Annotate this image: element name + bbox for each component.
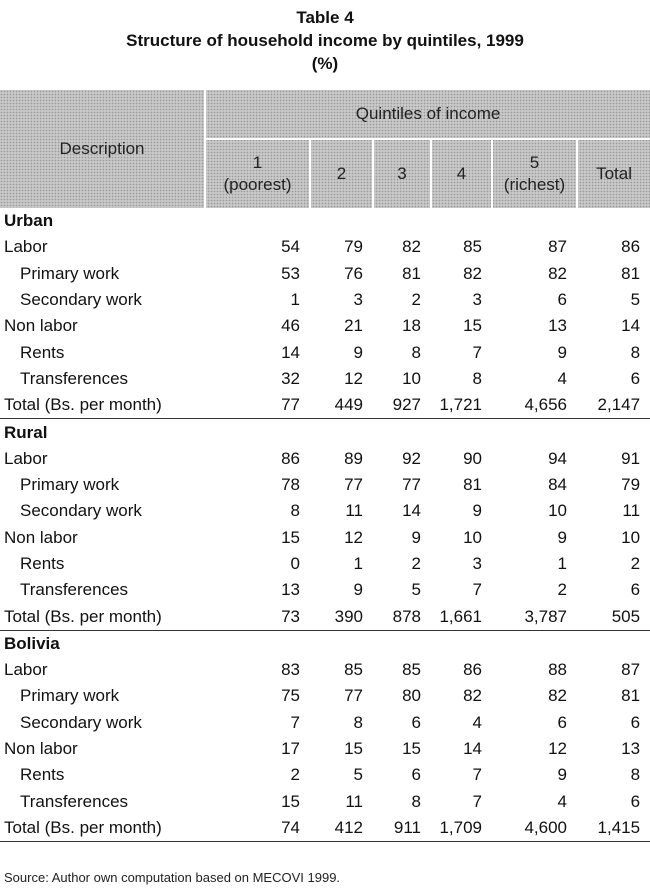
- quintile-5-cell: 1: [557, 554, 567, 573]
- table-row: [0, 657, 650, 683]
- quintile-1-cell: 7: [290, 712, 300, 732]
- row-label: Labor: [4, 660, 48, 680]
- row-label: Total (Bs. per month): [0, 603, 205, 630]
- table-row: [0, 287, 650, 313]
- table-row: [0, 736, 650, 762]
- quintile-2-cell: 89: [344, 448, 363, 468]
- quintile-5-cell: 9: [557, 765, 567, 785]
- quintile-4-cell: 1,721: [431, 392, 492, 419]
- row-label: Secondary work: [20, 712, 142, 732]
- quintile-2-cell: 79: [344, 237, 363, 257]
- table-row: [0, 472, 650, 498]
- quintile-1-cell: 53: [281, 263, 300, 283]
- quintile-3-cell: 5: [411, 580, 421, 600]
- table-row: [0, 577, 650, 603]
- row-label: Transferences: [20, 368, 129, 388]
- quintile-2-cell: 449: [310, 392, 373, 419]
- total-cell: 81: [621, 263, 641, 283]
- quintile-1-cell: 1: [290, 290, 300, 310]
- quintile-3-cell: 911: [373, 815, 431, 842]
- table-row: [0, 446, 650, 472]
- quintile-2-cell: 8: [353, 712, 363, 732]
- quintile-3-cell: 81: [402, 263, 421, 283]
- quintile-4-cell: 7: [472, 580, 482, 600]
- quintile-5-cell: 82: [548, 686, 567, 706]
- total-cell: 6: [630, 580, 641, 600]
- quintile-1-cell: 13: [281, 580, 300, 600]
- total-header: Total: [596, 164, 632, 183]
- total-cell: 5: [630, 290, 641, 310]
- total-cell: 91: [621, 448, 641, 468]
- quintile-1-cell: 8: [290, 501, 300, 521]
- total-cell: 6: [630, 368, 641, 388]
- quintile-2-cell: 21: [344, 316, 363, 336]
- quintile-5-cell: 82: [548, 263, 567, 283]
- quintile-3-cell: 85: [402, 660, 421, 680]
- quintile-5-cell: 10: [548, 501, 567, 521]
- quintile-5-cell: 9: [557, 342, 567, 362]
- quintile-2-cell: 3: [353, 290, 363, 310]
- quintile-4-cell: 14: [463, 739, 482, 759]
- quintile-4-cell: 90: [463, 448, 482, 468]
- table-row: [0, 762, 650, 788]
- quintile-2-cell: 11: [345, 791, 363, 811]
- row-label: Total (Bs. per month): [0, 815, 205, 842]
- quintile-5-cell: 87: [548, 237, 567, 257]
- total-cell: 505: [577, 603, 650, 630]
- quintile-4-cell: 86: [463, 660, 482, 680]
- table-row: [0, 234, 650, 260]
- quintile-3-cell: 10: [402, 368, 421, 388]
- quintile-1-header: [205, 139, 310, 208]
- row-label: Secondary work: [20, 290, 142, 310]
- quintile-3-cell: 80: [402, 686, 421, 706]
- quintiles-group-header: Quintiles of income: [205, 90, 650, 139]
- table-row: [0, 261, 650, 287]
- quintile-5-cell: 84: [548, 475, 567, 495]
- total-cell: 87: [621, 660, 641, 680]
- quintile-4-cell: 82: [463, 686, 482, 706]
- table-title: Structure of household income by quintiles, 1999: [126, 31, 524, 50]
- table-title-block: [0, 6, 650, 75]
- description-header: Description: [0, 90, 205, 208]
- income-structure-table: [0, 90, 650, 842]
- quintile-5-cell: 3,787: [492, 603, 577, 630]
- total-cell: 10: [621, 527, 641, 547]
- quintile-1-cell: 46: [281, 316, 300, 336]
- row-label: Transferences: [20, 580, 129, 600]
- table-row: [0, 313, 650, 339]
- quintile-5-cell: 4,600: [492, 815, 577, 842]
- row-label: Labor: [4, 237, 48, 257]
- table-row: [0, 366, 650, 392]
- table-row: [0, 551, 650, 577]
- quintile-1-cell: 17: [281, 739, 300, 759]
- quintile-4-cell: 3: [472, 290, 482, 310]
- quintile-3-cell: 14: [402, 501, 421, 521]
- quintile-5-cell: 13: [548, 316, 567, 336]
- section-label: Bolivia: [4, 633, 60, 653]
- total-cell: 14: [621, 316, 641, 336]
- quintile-4-cell: 1,661: [431, 603, 492, 630]
- quintile-5-cell: 88: [548, 660, 567, 680]
- total-cell: 11: [622, 501, 641, 521]
- source-note: Source: Author own computation based on MECOVI 1999.: [4, 870, 341, 885]
- row-label: Non labor: [4, 527, 78, 547]
- quintile-3-cell: 2: [411, 554, 421, 573]
- quintile-1-cell: 32: [281, 368, 300, 388]
- quintile-3-cell: 6: [411, 765, 421, 785]
- row-label: Labor: [4, 448, 48, 468]
- total-cell: 2,147: [577, 392, 650, 419]
- quintile-3-cell: 18: [402, 316, 421, 336]
- section-row: [0, 419, 650, 446]
- total-cell: 79: [621, 475, 641, 495]
- quintile-3-cell: 927: [373, 392, 431, 419]
- quintile-2-cell: 12: [344, 527, 363, 547]
- quintile-5-cell: 4: [557, 791, 567, 811]
- quintile-2-cell: 76: [344, 263, 363, 283]
- total-row: [0, 815, 650, 842]
- quintile-5-cell: 2: [557, 580, 567, 600]
- quintile-5-cell: 6: [557, 290, 567, 310]
- total-cell: 8: [630, 765, 641, 785]
- row-label: Rents: [20, 765, 65, 785]
- total-cell: 6: [630, 712, 641, 732]
- table-row: [0, 789, 650, 815]
- table-unit: (%): [311, 54, 339, 73]
- quintile-4-cell: 7: [472, 342, 482, 362]
- quintile-2-cell: 9: [353, 580, 363, 600]
- quintile-4-header: 4: [431, 139, 492, 208]
- quintile-1-number: 1: [252, 153, 263, 172]
- quintile-1-cell: 77: [205, 392, 310, 419]
- quintile-4-cell: 3: [472, 554, 482, 573]
- total-cell: 81: [621, 686, 641, 706]
- total-cell: 2: [630, 554, 641, 573]
- row-label: Primary work: [20, 686, 120, 706]
- quintile-1-cell: 2: [290, 765, 300, 785]
- quintile-2-cell: 15: [344, 739, 363, 759]
- quintile-5-cell: 6: [557, 712, 567, 732]
- quintile-5-header: [492, 139, 577, 208]
- quintile-2-cell: 9: [353, 342, 363, 362]
- quintile-1-cell: 78: [281, 475, 300, 495]
- table-row: [0, 525, 650, 551]
- quintile-1-cell: 75: [281, 686, 300, 706]
- quintile-1-cell: 0: [290, 554, 300, 573]
- quintile-2-cell: 12: [344, 368, 363, 388]
- total-cell: 6: [630, 791, 641, 811]
- quintile-5-note: (richest): [503, 175, 566, 194]
- quintile-4-cell: 10: [463, 527, 482, 547]
- section-label: Rural: [4, 422, 48, 442]
- table-row: [0, 339, 650, 365]
- quintile-3-cell: 2: [411, 290, 421, 310]
- quintile-2-cell: 5: [353, 765, 363, 785]
- quintile-1-cell: 15: [281, 527, 300, 547]
- row-label: Transferences: [20, 791, 129, 811]
- quintile-2-header: 2: [310, 139, 373, 208]
- total-row: [0, 392, 650, 419]
- quintile-3-cell: 92: [402, 448, 421, 468]
- quintile-3-cell: 6: [411, 712, 421, 732]
- quintile-2-cell: 11: [345, 501, 363, 521]
- table-body: [0, 208, 650, 842]
- table-row: [0, 710, 650, 736]
- total-row: [0, 603, 650, 630]
- table-row: [0, 498, 650, 524]
- quintile-4-cell: 7: [472, 765, 482, 785]
- quintile-4-cell: 7: [472, 791, 482, 811]
- quintile-1-note: (poorest): [223, 175, 292, 194]
- quintile-4-cell: 15: [463, 316, 482, 336]
- total-cell: 86: [621, 237, 641, 257]
- quintile-1-cell: 54: [281, 237, 300, 257]
- table-number: Table 4: [296, 8, 354, 27]
- row-label: Total (Bs. per month): [0, 392, 205, 419]
- quintile-3-header: 3: [373, 139, 431, 208]
- quintile-3-cell: 8: [411, 791, 421, 811]
- section-row: [0, 630, 650, 657]
- total-cell: 13: [621, 739, 641, 759]
- row-label: Primary work: [20, 263, 120, 283]
- row-label: Non labor: [4, 739, 78, 759]
- quintile-1-cell: 73: [205, 603, 310, 630]
- total-cell: 1,415: [577, 815, 650, 842]
- quintile-3-cell: 8: [411, 342, 421, 362]
- quintile-5-cell: 12: [548, 739, 567, 759]
- quintile-4-cell: 82: [463, 263, 482, 283]
- quintile-1-cell: 86: [281, 448, 300, 468]
- quintile-5-cell: 94: [548, 448, 567, 468]
- quintile-5-number: 5: [529, 153, 540, 172]
- quintile-2-cell: 85: [344, 660, 363, 680]
- table-row: [0, 683, 650, 709]
- quintile-3-cell: 15: [402, 739, 421, 759]
- quintile-2-cell: 77: [344, 686, 363, 706]
- quintile-4-cell: 4: [472, 712, 482, 732]
- quintile-1-cell: 15: [281, 791, 300, 811]
- row-label: Rents: [20, 342, 65, 362]
- quintile-4-cell: 9: [472, 501, 482, 521]
- quintile-4-cell: 81: [463, 475, 482, 495]
- row-label: Primary work: [20, 475, 120, 495]
- quintile-5-cell: 9: [557, 527, 567, 547]
- section-row: [0, 208, 650, 234]
- row-label: Secondary work: [20, 501, 142, 521]
- quintile-1-cell: 14: [281, 342, 300, 362]
- quintile-5-cell: 4,656: [492, 392, 577, 419]
- quintile-2-cell: 412: [310, 815, 373, 842]
- quintile-3-cell: 77: [402, 475, 421, 495]
- row-label: Non labor: [4, 316, 78, 336]
- quintile-1-cell: 74: [205, 815, 310, 842]
- quintile-4-cell: 85: [463, 237, 482, 257]
- quintile-5-cell: 4: [557, 368, 567, 388]
- quintile-2-cell: 1: [353, 554, 363, 573]
- section-label: Urban: [4, 211, 54, 231]
- quintile-1-cell: 83: [281, 660, 300, 680]
- quintile-3-cell: 878: [373, 603, 431, 630]
- quintile-2-cell: 390: [310, 603, 373, 630]
- quintile-3-cell: 9: [411, 527, 421, 547]
- row-label: Rents: [20, 554, 65, 573]
- quintile-3-cell: 82: [402, 237, 421, 257]
- quintile-4-cell: 8: [472, 368, 482, 388]
- quintile-4-cell: 1,709: [431, 815, 492, 842]
- quintile-2-cell: 77: [344, 475, 363, 495]
- total-cell: 8: [630, 342, 641, 362]
